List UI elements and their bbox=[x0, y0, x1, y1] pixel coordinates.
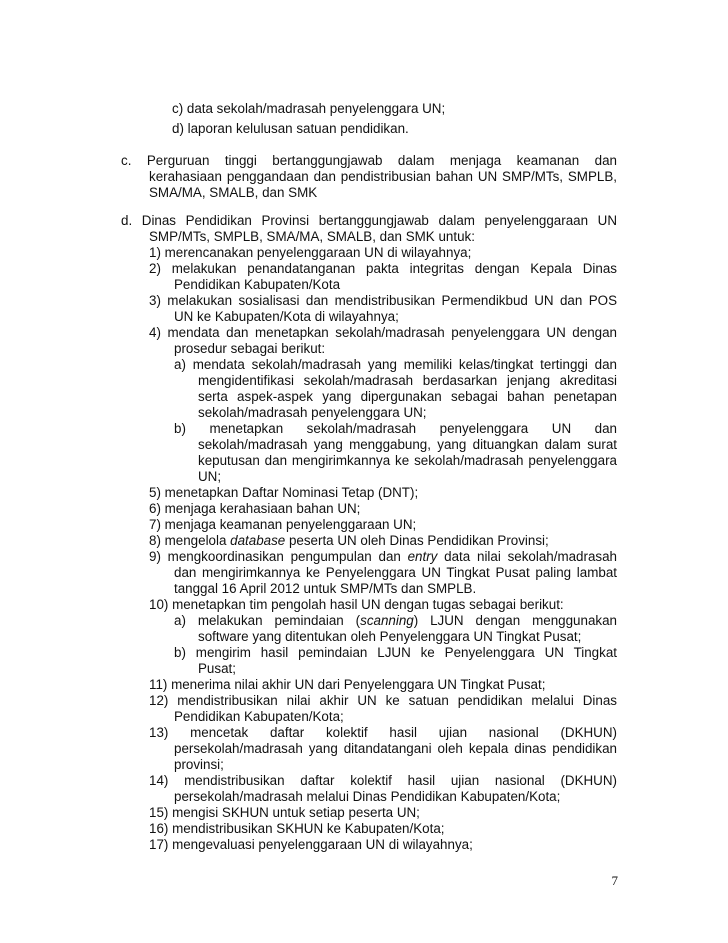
text-line bbox=[149, 549, 617, 565]
text-line: Pusat; bbox=[198, 661, 236, 676]
text-line: 16) mendistribusikan SKHUN ke Kabupaten/Kota; bbox=[149, 821, 445, 836]
text-line: software yang ditentukan oleh Penyelenggara UN Tingkat Pusat; bbox=[198, 629, 582, 644]
text-line: SMP/MTs, SMPLB, SMA/MA, SMALB, dan SMK untuk: bbox=[149, 229, 475, 244]
text-line: sekolah/madrasah penyelenggara UN; bbox=[198, 405, 427, 420]
text-line: UN ke Kabupaten/Kota di wilayahnya; bbox=[174, 309, 399, 324]
text-run: 9) mengkoordinasikan pengumpulan dan bbox=[149, 549, 408, 564]
text-line: serta aspek-aspek yang dipergunakan sebagai bahan penetapan bbox=[198, 389, 617, 404]
text-run: 8) mengelola bbox=[149, 533, 231, 548]
text-line: d. Dinas Pendidikan Provinsi bertanggungjawab dalam penyelenggaraan UN bbox=[121, 213, 617, 228]
text-line bbox=[174, 613, 617, 629]
text-line: 3) melakukan sosialisasi dan mendistribusikan Permendikbud UN dan POS bbox=[149, 293, 617, 308]
emphasis-text: entry bbox=[407, 549, 438, 564]
text-line: 5) menetapkan Daftar Nominasi Tetap (DNT); bbox=[149, 485, 419, 500]
text-line: keputusan dan mengirimkannya ke sekolah/madrasah penyelenggara bbox=[198, 453, 617, 468]
text-line bbox=[149, 533, 549, 549]
text-line: 13) mencetak daftar kolektif hasil ujian nasional (DKHUN) bbox=[149, 725, 617, 740]
text-line: Pendidikan Kabupaten/Kota bbox=[174, 277, 341, 292]
text-line: 14) mendistribusikan daftar kolektif hasil ujian nasional (DKHUN) bbox=[149, 773, 617, 788]
text-line: 17) mengevaluasi penyelenggaraan UN di wilayahnya; bbox=[149, 837, 473, 852]
text-line: 10) menetapkan tim pengolah hasil UN dengan tugas sebagai berikut: bbox=[149, 597, 564, 612]
text-line: persekolah/madrasah yang ditandatangani oleh kepala dinas pendidikan bbox=[174, 741, 617, 756]
text-line: persekolah/madrasah melalui Dinas Pendidikan Kabupaten/Kota; bbox=[174, 789, 561, 804]
text-line: d) laporan kelulusan satuan pendidikan. bbox=[172, 121, 409, 136]
page-number: 7 bbox=[611, 873, 618, 888]
text-line: kerahasiaan penggandaan dan pendistribusian bahan UN SMP/MTs, SMPLB, bbox=[149, 169, 617, 184]
text-run: ) LJUN dengan menggunakan bbox=[413, 613, 617, 628]
text-line: b) menetapkan sekolah/madrasah penyelenggara UN dan bbox=[174, 421, 617, 436]
text-run: data nilai sekolah/madrasah bbox=[437, 549, 618, 564]
text-line: b) mengirim hasil pemindaian LJUN ke Penyelenggara UN Tingkat bbox=[174, 645, 617, 660]
text-run: a) melakukan pemindaian ( bbox=[174, 613, 361, 628]
text-line: SMA/MA, SMALB, dan SMK bbox=[149, 185, 318, 200]
text-line: 6) menjaga kerahasiaan bahan UN; bbox=[149, 501, 361, 516]
text-line: provinsi; bbox=[174, 757, 224, 772]
text-line: 1) merencanakan penyelenggaraan UN di wilayahnya; bbox=[149, 245, 472, 260]
text-run: peserta UN oleh Dinas Pendidikan Provinsi; bbox=[285, 533, 549, 548]
emphasis-text: database bbox=[230, 533, 286, 548]
text-line: 4) mendata dan menetapkan sekolah/madrasah penyelenggara UN dengan bbox=[149, 325, 617, 340]
text-line: c. Perguruan tinggi bertanggungjawab dalam menjaga keamanan dan bbox=[121, 153, 617, 168]
text-line: prosedur sebagai berikut: bbox=[174, 341, 326, 356]
text-line: a) mendata sekolah/madrasah yang memiliki kelas/tingkat tertinggi dan bbox=[174, 357, 617, 372]
text-line: c) data sekolah/madrasah penyelenggara UN; bbox=[172, 101, 446, 116]
emphasis-text: scanning bbox=[360, 613, 414, 628]
text-line: tanggal 16 April 2012 untuk SMP/MTs dan SMPLB. bbox=[174, 581, 477, 596]
text-line: Pendidikan Kabupaten/Kota; bbox=[174, 709, 344, 724]
text-line: 11) menerima nilai akhir UN dari Penyelenggara UN Tingkat Pusat; bbox=[149, 677, 546, 692]
text-line: sekolah/madrasah yang menggabung, yang dituangkan dalam surat bbox=[198, 437, 617, 452]
text-line: 7) menjaga keamanan penyelenggaraan UN; bbox=[149, 517, 417, 532]
text-line: mengidentifikasi sekolah/madrasah berdasarkan jenjang akreditasi bbox=[198, 373, 617, 388]
text-line: 2) melakukan penandatanganan pakta integritas dengan Kepala Dinas bbox=[149, 261, 617, 276]
text-line: 12) mendistribusikan nilai akhir UN ke satuan pendidikan melalui Dinas bbox=[149, 693, 617, 708]
text-line: UN; bbox=[198, 469, 222, 484]
text-line: 15) mengisi SKHUN untuk setiap peserta UN; bbox=[149, 805, 420, 820]
text-line: dan mengirimkannya ke Penyelenggara UN Tingkat Pusat paling lambat bbox=[174, 565, 617, 580]
